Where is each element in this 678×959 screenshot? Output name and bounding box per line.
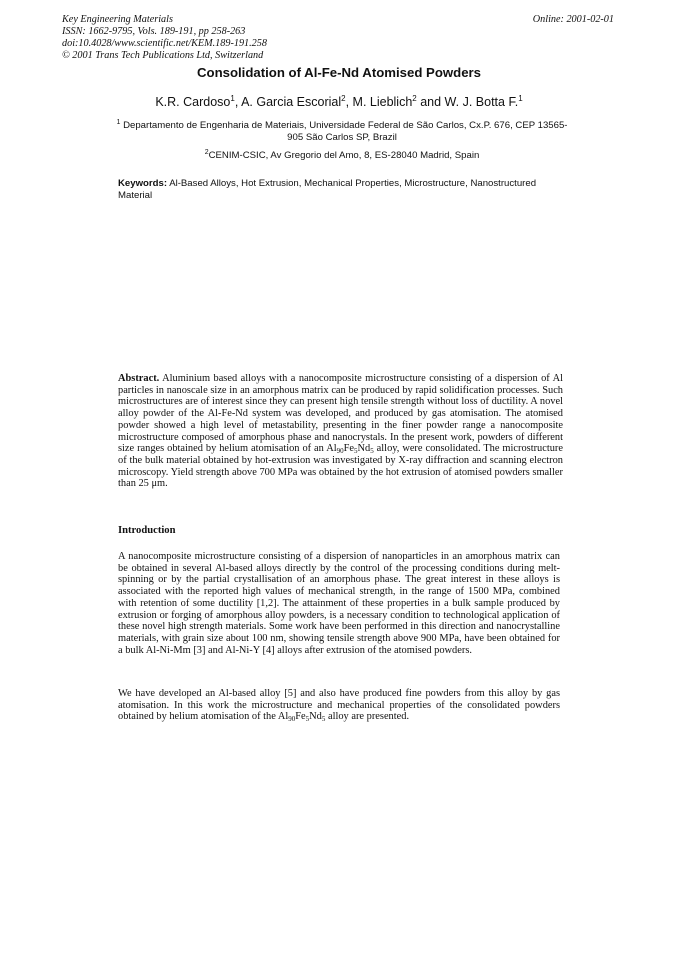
element-symbol: Nd bbox=[309, 711, 322, 723]
online-date: Online: 2001-02-01 bbox=[532, 14, 614, 25]
affiliation-mark: 1 bbox=[116, 119, 121, 126]
subscript: 5 bbox=[370, 447, 374, 456]
author-affiliation-mark: 2 bbox=[341, 94, 346, 103]
keywords bbox=[118, 178, 568, 202]
subscript: 5 bbox=[354, 447, 358, 456]
affiliation-text: CENIM-CSIC, Av Gregorio del Amo, 8, ES-28040 Madrid, Spain bbox=[208, 150, 480, 162]
paper-title: Consolidation of Al-Fe-Nd Atomised Powders bbox=[196, 65, 482, 80]
affiliation-mark: 2 bbox=[204, 149, 209, 156]
paragraph-text: alloy are presented. bbox=[325, 711, 410, 723]
subscript: 90 bbox=[288, 715, 296, 724]
subscript: 90 bbox=[336, 447, 344, 456]
affiliation-1 bbox=[112, 117, 572, 144]
issn-line: ISSN: 1662-9795, Vols. 189-191, pp 258-263 bbox=[62, 26, 246, 37]
subscript: 5 bbox=[305, 715, 310, 724]
section-heading-introduction: Introduction bbox=[118, 525, 176, 536]
author-affiliation-mark: 1 bbox=[518, 94, 523, 103]
subscript: 5 bbox=[321, 715, 326, 724]
element-symbol: Nd bbox=[357, 443, 371, 455]
author-separator: and bbox=[416, 95, 445, 110]
author-separator: , bbox=[345, 95, 353, 110]
element-symbol: Fe bbox=[295, 711, 306, 723]
element-symbol: Fe bbox=[343, 443, 355, 455]
paragraph-text: We have developed an Al-based alloy [5] and also have produced fine powders from this alloy by gas atomisation. In this work the microstructure and mechanical properties of the consolidated powders obtained by helium atomisation of the Al bbox=[118, 688, 560, 723]
affiliation-text: Departamento de Engenharia de Materiais, Universidade Federal de São Carlos, Cx.P. 676, CEP 13565-905 São Carlos SP, Brazil bbox=[123, 120, 568, 144]
doi-line: doi:10.4028/www.scientific.net/KEM.189-191.258 bbox=[62, 38, 267, 49]
author-list bbox=[0, 94, 678, 109]
keywords-text: Al-Based Alloys, Hot Extrusion, Mechanical Properties, Microstructure, Nanostructured Material bbox=[118, 178, 537, 201]
copyright-line: © 2001 Trans Tech Publications Ltd, Switzerland bbox=[62, 50, 264, 61]
keywords-label: Keywords: bbox=[118, 178, 168, 189]
author-affiliation-mark: 2 bbox=[412, 94, 417, 103]
journal-name: Key Engineering Materials bbox=[62, 14, 173, 25]
author-separator: , bbox=[234, 95, 242, 110]
intro-paragraph-2 bbox=[118, 688, 560, 723]
abstract-text: alloy, were consolidated. The microstructure of the bulk material obtained by hot-extrusion was investigated by X-ray diffraction and scanning electron microscopy. Yield strength above 700 MPa was obtained by the hot extrusion of atomised powders smaller than 25 μm. bbox=[118, 443, 564, 490]
intro-paragraph-1: A nanocomposite microstructure consisting of a dispersion of nanoparticles in an amorphous matrix can be obtained in several Al-based alloys directly by the control of the processing conditions during melt-spinning or by the partial crystallisation of an amorphous phase. The great interest in these alloys is associated with the reported high values of mechanical strength, in the range of 1500 MPa, combined with retention of some ductility [1,2]. The attainment of these properties in a bulk sample produced by extrusion or forging of amorphous alloy powders, is a necessary condition to technological application of these novel high strength materials. Some work have been performed in this direction and nanocrystalline materials, with grain size about 100 nm, showing tensile strength above 900 MPa, have been obtained for a bulk Al-Ni-Mm [3] and Al-Ni-Y [4] alloys after extrusion of the atomised powders. bbox=[118, 551, 560, 656]
author-name: K.R. Cardoso bbox=[155, 95, 231, 110]
abstract-text: Aluminium based alloys with a nanocomposite microstructure consisting of a dispersion of Al particles in nanoscale size in an amorphous matrix can be produced by rapid solidification processes. Such microstructures are of interest since they can present high tensile strength without loss of ductility. A novel alloy powder of the Al-Fe-Nd system was developed, and produced by gas atomisation. The atomised powder showed a high level of metastability, presenting in the finer powder range a nanocomposite microstructure composed of amorphous phase and nanocrystals. In the present work, powders of different size ranges obtained by helium atomisation of an Al bbox=[118, 373, 563, 455]
author-name: A. Garcia Escorial bbox=[241, 95, 342, 110]
journal-metadata bbox=[62, 14, 267, 62]
abstract bbox=[118, 373, 563, 490]
author-name: M. Lieblich bbox=[352, 95, 413, 110]
affiliation-2 bbox=[112, 147, 572, 162]
author-affiliation-mark: 1 bbox=[230, 94, 235, 103]
abstract-label: Abstract. bbox=[118, 373, 160, 384]
author-name: W. J. Botta F. bbox=[444, 95, 519, 110]
